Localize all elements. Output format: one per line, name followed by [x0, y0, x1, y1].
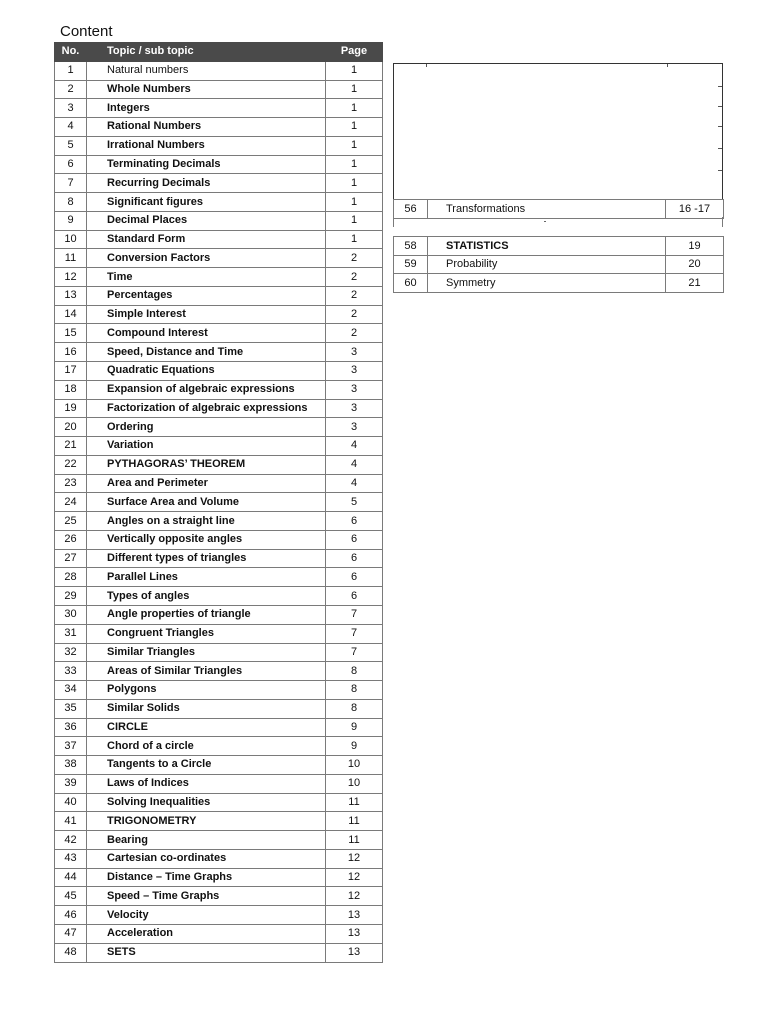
row-topic: Different types of triangles — [87, 549, 326, 568]
table-row — [55, 624, 383, 643]
table-row — [55, 793, 383, 812]
row-page: 1 — [326, 136, 383, 155]
row-topic: Simple Interest — [87, 305, 326, 324]
row-page: 6 — [326, 568, 383, 587]
row-topic: Integers — [87, 99, 326, 118]
row-page: 12 — [326, 849, 383, 868]
row-number: 1 — [55, 61, 87, 80]
row-topic: Conversion Factors — [87, 249, 326, 268]
row-topic: Speed, Distance and Time — [87, 343, 326, 362]
table-row — [55, 831, 383, 850]
row-number: 17 — [55, 362, 87, 381]
row-topic: Angles on a straight line — [87, 512, 326, 531]
row-topic: Ordering — [87, 418, 326, 437]
row-page: 1 — [326, 99, 383, 118]
row-number: 24 — [55, 493, 87, 512]
row-topic: Polygons — [87, 681, 326, 700]
row-page: 13 — [326, 906, 383, 925]
row-number: 45 — [55, 887, 87, 906]
row-page: 1 — [326, 80, 383, 99]
table-row — [55, 887, 383, 906]
row-topic: Area and Perimeter — [87, 474, 326, 493]
table-row — [55, 943, 383, 962]
table-row — [55, 230, 383, 249]
row-page: 2 — [326, 324, 383, 343]
row-page: 6 — [326, 587, 383, 606]
row-page: 19 — [666, 237, 724, 256]
row-topic: Similar Triangles — [87, 643, 326, 662]
row-topic: Angle properties of triangle — [87, 605, 326, 624]
row-page: 13 — [326, 924, 383, 943]
row-number: 10 — [55, 230, 87, 249]
side-table-top — [393, 199, 724, 219]
column-divider-mark — [667, 64, 668, 67]
row-page: 21 — [666, 274, 724, 293]
row-topic: Symmetry — [428, 274, 666, 293]
table-row — [55, 99, 383, 118]
row-number: 29 — [55, 587, 87, 606]
row-topic: Terminating Decimals — [87, 155, 326, 174]
table-row — [55, 380, 383, 399]
table-row — [55, 924, 383, 943]
row-number: 56 — [394, 200, 428, 219]
row-topic: Irrational Numbers — [87, 136, 326, 155]
row-page: 1 — [326, 211, 383, 230]
row-number: 36 — [55, 718, 87, 737]
row-page: 7 — [326, 605, 383, 624]
row-number: 35 — [55, 699, 87, 718]
table-row — [55, 605, 383, 624]
column-header-topic: Topic / sub topic — [87, 43, 326, 62]
row-topic: Bearing — [87, 831, 326, 850]
row-number: 30 — [55, 605, 87, 624]
row-number: 32 — [55, 643, 87, 662]
contents-table — [54, 42, 383, 963]
row-topic: Areas of Similar Triangles — [87, 662, 326, 681]
column-header-page: Page — [326, 43, 383, 62]
table-row — [55, 718, 383, 737]
row-number: 6 — [55, 155, 87, 174]
row-number: 25 — [55, 512, 87, 531]
table-row — [55, 136, 383, 155]
row-topic: PYTHAGORAS’ THEOREM — [87, 455, 326, 474]
row-page: 2 — [326, 268, 383, 287]
row-number: 28 — [55, 568, 87, 587]
column-divider-mark — [426, 64, 427, 67]
table-row — [55, 643, 383, 662]
table-row — [55, 193, 383, 212]
row-page: 16 -17 — [666, 200, 724, 219]
row-number: 48 — [55, 943, 87, 962]
table-row — [55, 174, 383, 193]
row-page: 3 — [326, 362, 383, 381]
row-divider-mark — [718, 148, 722, 149]
row-page: 6 — [326, 512, 383, 531]
row-page: 1 — [326, 193, 383, 212]
row-topic: Factorization of algebraic expressions — [87, 399, 326, 418]
row-page: 12 — [326, 868, 383, 887]
table-row — [55, 699, 383, 718]
column-header-no: No. — [55, 43, 87, 62]
row-topic: Types of angles — [87, 587, 326, 606]
table-row — [394, 255, 724, 274]
row-page: 11 — [326, 793, 383, 812]
row-page: 2 — [326, 286, 383, 305]
hidden-row-gap — [393, 217, 723, 227]
table-row — [55, 812, 383, 831]
row-number: 18 — [55, 380, 87, 399]
row-page: 9 — [326, 718, 383, 737]
row-page: 2 — [326, 305, 383, 324]
row-page: 4 — [326, 437, 383, 456]
contents-table-continued — [393, 63, 723, 293]
row-topic: Quadratic Equations — [87, 362, 326, 381]
table-row — [55, 437, 383, 456]
row-number: 37 — [55, 737, 87, 756]
side-table-bottom — [393, 236, 724, 293]
table-row — [394, 237, 724, 256]
row-number: 16 — [55, 343, 87, 362]
table-row — [55, 868, 383, 887]
row-number: 26 — [55, 530, 87, 549]
table-row — [55, 286, 383, 305]
row-number: 13 — [55, 286, 87, 305]
row-topic: Surface Area and Volume — [87, 493, 326, 512]
contents-table-body — [55, 61, 383, 962]
table-row — [55, 455, 383, 474]
table-row — [55, 681, 383, 700]
row-number: 21 — [55, 437, 87, 456]
row-number: 8 — [55, 193, 87, 212]
row-number: 44 — [55, 868, 87, 887]
table-row — [55, 906, 383, 925]
table-row — [55, 80, 383, 99]
row-topic: Decimal Places — [87, 211, 326, 230]
row-number: 38 — [55, 756, 87, 775]
row-page: 20 — [666, 255, 724, 274]
row-page: 3 — [326, 399, 383, 418]
row-topic: Probability — [428, 255, 666, 274]
row-topic: SETS — [87, 943, 326, 962]
row-topic: Rational Numbers — [87, 118, 326, 137]
table-row — [55, 568, 383, 587]
row-number: 39 — [55, 774, 87, 793]
row-topic: Variation — [87, 437, 326, 456]
row-topic: Transformations — [428, 200, 666, 219]
row-page: 10 — [326, 774, 383, 793]
row-number: 27 — [55, 549, 87, 568]
row-topic: Whole Numbers — [87, 80, 326, 99]
row-number: 31 — [55, 624, 87, 643]
row-number: 58 — [394, 237, 428, 256]
row-topic: Expansion of algebraic expressions — [87, 380, 326, 399]
row-number: 12 — [55, 268, 87, 287]
row-number: 3 — [55, 99, 87, 118]
row-page: 4 — [326, 455, 383, 474]
row-page: 1 — [326, 118, 383, 137]
row-page: 6 — [326, 549, 383, 568]
row-page: 1 — [326, 61, 383, 80]
row-page: 8 — [326, 699, 383, 718]
row-number: 20 — [55, 418, 87, 437]
row-topic: Standard Form — [87, 230, 326, 249]
row-number: 9 — [55, 211, 87, 230]
row-number: 43 — [55, 849, 87, 868]
row-divider-mark — [718, 106, 722, 107]
row-number: 14 — [55, 305, 87, 324]
row-topic: Distance – Time Graphs — [87, 868, 326, 887]
row-topic: Vertically opposite angles — [87, 530, 326, 549]
row-topic: Cartesian co-ordinates — [87, 849, 326, 868]
row-number: 11 — [55, 249, 87, 268]
table-row — [55, 155, 383, 174]
row-page: 3 — [326, 418, 383, 437]
row-topic: Chord of a circle — [87, 737, 326, 756]
row-number: 4 — [55, 118, 87, 137]
row-topic: Recurring Decimals — [87, 174, 326, 193]
row-topic: Acceleration — [87, 924, 326, 943]
row-page: 9 — [326, 737, 383, 756]
row-number: 42 — [55, 831, 87, 850]
row-topic: Compound Interest — [87, 324, 326, 343]
row-topic: TRIGONOMETRY — [87, 812, 326, 831]
row-topic: CIRCLE — [87, 718, 326, 737]
row-topic: Parallel Lines — [87, 568, 326, 587]
row-page: 11 — [326, 831, 383, 850]
row-topic: Velocity — [87, 906, 326, 925]
row-number: 59 — [394, 255, 428, 274]
table-row — [55, 362, 383, 381]
row-number: 2 — [55, 80, 87, 99]
row-number: 23 — [55, 474, 87, 493]
row-number: 47 — [55, 924, 87, 943]
row-number: 60 — [394, 274, 428, 293]
table-row — [55, 305, 383, 324]
table-row — [55, 530, 383, 549]
row-page: 12 — [326, 887, 383, 906]
table-row — [55, 493, 383, 512]
row-topic: Laws of Indices — [87, 774, 326, 793]
row-divider-mark — [718, 86, 722, 87]
table-row — [394, 200, 724, 219]
row-number: 46 — [55, 906, 87, 925]
table-row — [55, 474, 383, 493]
table-row — [55, 418, 383, 437]
row-page: 7 — [326, 643, 383, 662]
table-row — [55, 849, 383, 868]
row-page: 2 — [326, 249, 383, 268]
row-topic: Time — [87, 268, 326, 287]
table-row — [394, 274, 724, 293]
row-topic: Percentages — [87, 286, 326, 305]
table-row — [55, 549, 383, 568]
row-page: 11 — [326, 812, 383, 831]
row-topic: Significant figures — [87, 193, 326, 212]
row-topic: Congruent Triangles — [87, 624, 326, 643]
table-row — [55, 61, 383, 80]
row-number: 33 — [55, 662, 87, 681]
row-topic: Solving Inequalities — [87, 793, 326, 812]
row-number: 15 — [55, 324, 87, 343]
table-row — [55, 211, 383, 230]
table-row — [55, 512, 383, 531]
table-row — [55, 737, 383, 756]
row-topic: STATISTICS — [428, 237, 666, 256]
row-topic: Tangents to a Circle — [87, 756, 326, 775]
row-page: 3 — [326, 380, 383, 399]
row-number: 41 — [55, 812, 87, 831]
row-topic: Speed – Time Graphs — [87, 887, 326, 906]
row-topic: Similar Solids — [87, 699, 326, 718]
table-row — [55, 774, 383, 793]
table-header-row — [55, 43, 383, 62]
row-page: 6 — [326, 530, 383, 549]
row-number: 7 — [55, 174, 87, 193]
table-row — [55, 324, 383, 343]
row-page: 3 — [326, 343, 383, 362]
row-number: 5 — [55, 136, 87, 155]
row-page: 1 — [326, 155, 383, 174]
row-topic: Natural numbers — [87, 61, 326, 80]
row-page: 13 — [326, 943, 383, 962]
table-row — [55, 249, 383, 268]
row-number: 19 — [55, 399, 87, 418]
row-number: 22 — [55, 455, 87, 474]
table-row — [55, 268, 383, 287]
row-page: 1 — [326, 230, 383, 249]
row-page: 5 — [326, 493, 383, 512]
table-row — [55, 587, 383, 606]
row-page: 1 — [326, 174, 383, 193]
row-page: 8 — [326, 662, 383, 681]
table-row — [55, 118, 383, 137]
row-page: 8 — [326, 681, 383, 700]
row-divider-mark — [718, 170, 722, 171]
page-title: Content — [60, 23, 113, 40]
row-page: 4 — [326, 474, 383, 493]
table-row — [55, 343, 383, 362]
table-row — [55, 399, 383, 418]
row-number: 34 — [55, 681, 87, 700]
row-number: 40 — [55, 793, 87, 812]
row-page: 10 — [326, 756, 383, 775]
row-divider-mark — [718, 126, 722, 127]
row-page: 7 — [326, 624, 383, 643]
blank-table-area — [393, 63, 723, 200]
table-row — [55, 662, 383, 681]
table-row — [55, 756, 383, 775]
